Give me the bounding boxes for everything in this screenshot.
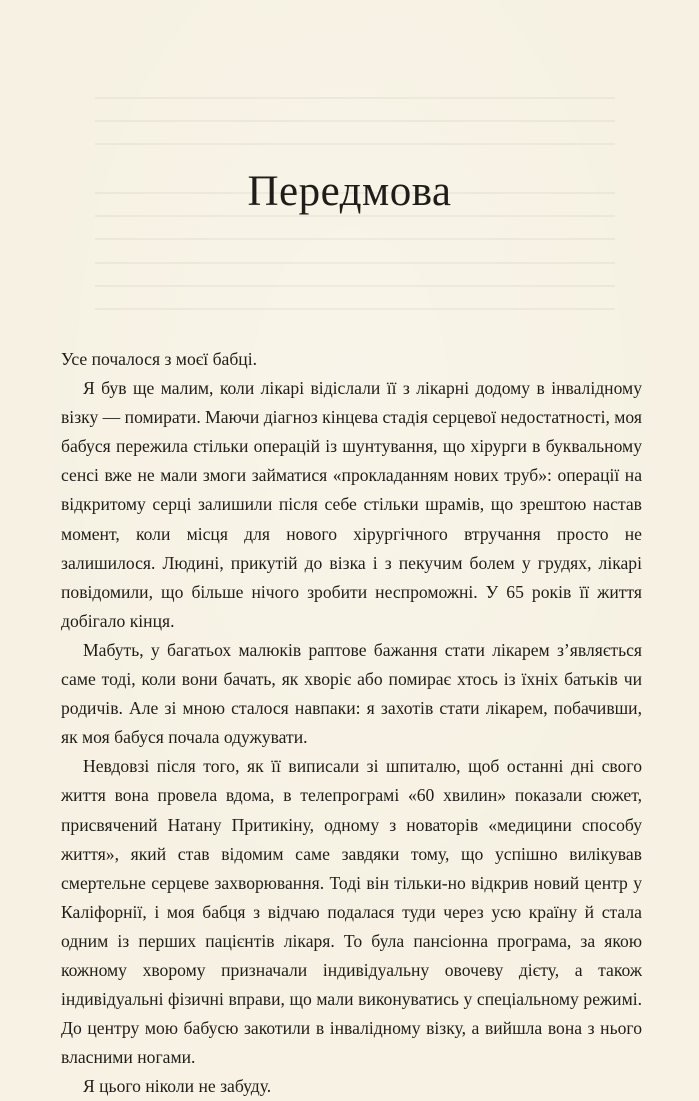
- bleed-through-line: [95, 308, 615, 310]
- paragraph: Мабуть, у багатьох малюків раптове бажання стати лікарем з’являється саме тоді, коли вони бачать, як хворіє або помирає хтось із їхніх батьків чи родичів. Але зі мною сталося навпаки: я захотів стати лікарем, побачивши, як моя бабуся почала одужувати.: [61, 639, 642, 748]
- chapter-title: Передмова: [247, 168, 452, 215]
- body-text: [61, 345, 642, 1101]
- paragraph: Я цього ніколи не забуду.: [83, 1076, 272, 1097]
- bleed-through-line: [95, 238, 615, 240]
- bleed-through-line: [95, 285, 615, 287]
- paragraph: Невдовзі після того, як її виписали зі шпиталю, щоб останні дні свого життя вона провела вдома, в телепрограмі «60 хвилин» показали сюжет, присвячений Натану Притикіну, одному з новаторів «медицини способу життя», який став відомим саме завдяки тому, що успішно вилікував смертельне серцеве захворювання. Тоді він тільки-но відкрив новий центр у Каліфорнії, і моя бабця з відчаю подалася туди через усю країну й стала одним із перших пацієнтів лікаря. То була пансіонна програма, за якою кожному хворому призначали індивідуальну овочеву дієту, а також індивідуальні фізичні вправи, що мали виконуватись у спеціальному режимі. До центру мою бабусю закотили в інвалідному візку, а вийшла вона з нього власними ногами.: [61, 756, 642, 1068]
- paragraph: Усе почалося з моєї бабці.: [61, 349, 257, 369]
- paragraph: Я був ще малим, коли лікарі відіслали її з лікарні додому в інвалідному візку — помирати. Маючи діагноз кінцева стадія серцевої недостатності, моя бабуся пережила стільки операцій із шунтування, що хірурги в буквальному сенсі вже не мали змоги займатися «прокладанням нових труб»: операції на відкритому серці залишили після себе стільки шрамів, що зрештою настав момент, коли місця для нового хірургічного втручання просто не залишилося. Людині, прикутій до візка і з пекучим болем у грудях, лікарі повідомили, що більше нічого зробити неспроможні. У 65 років її життя добігало кінця.: [61, 378, 642, 631]
- bleed-through-line: [95, 262, 615, 264]
- bleed-through-line: [95, 143, 615, 145]
- bleed-through-line: [95, 215, 615, 217]
- bleed-through-line: [95, 120, 615, 122]
- bleed-through-line: [95, 97, 615, 99]
